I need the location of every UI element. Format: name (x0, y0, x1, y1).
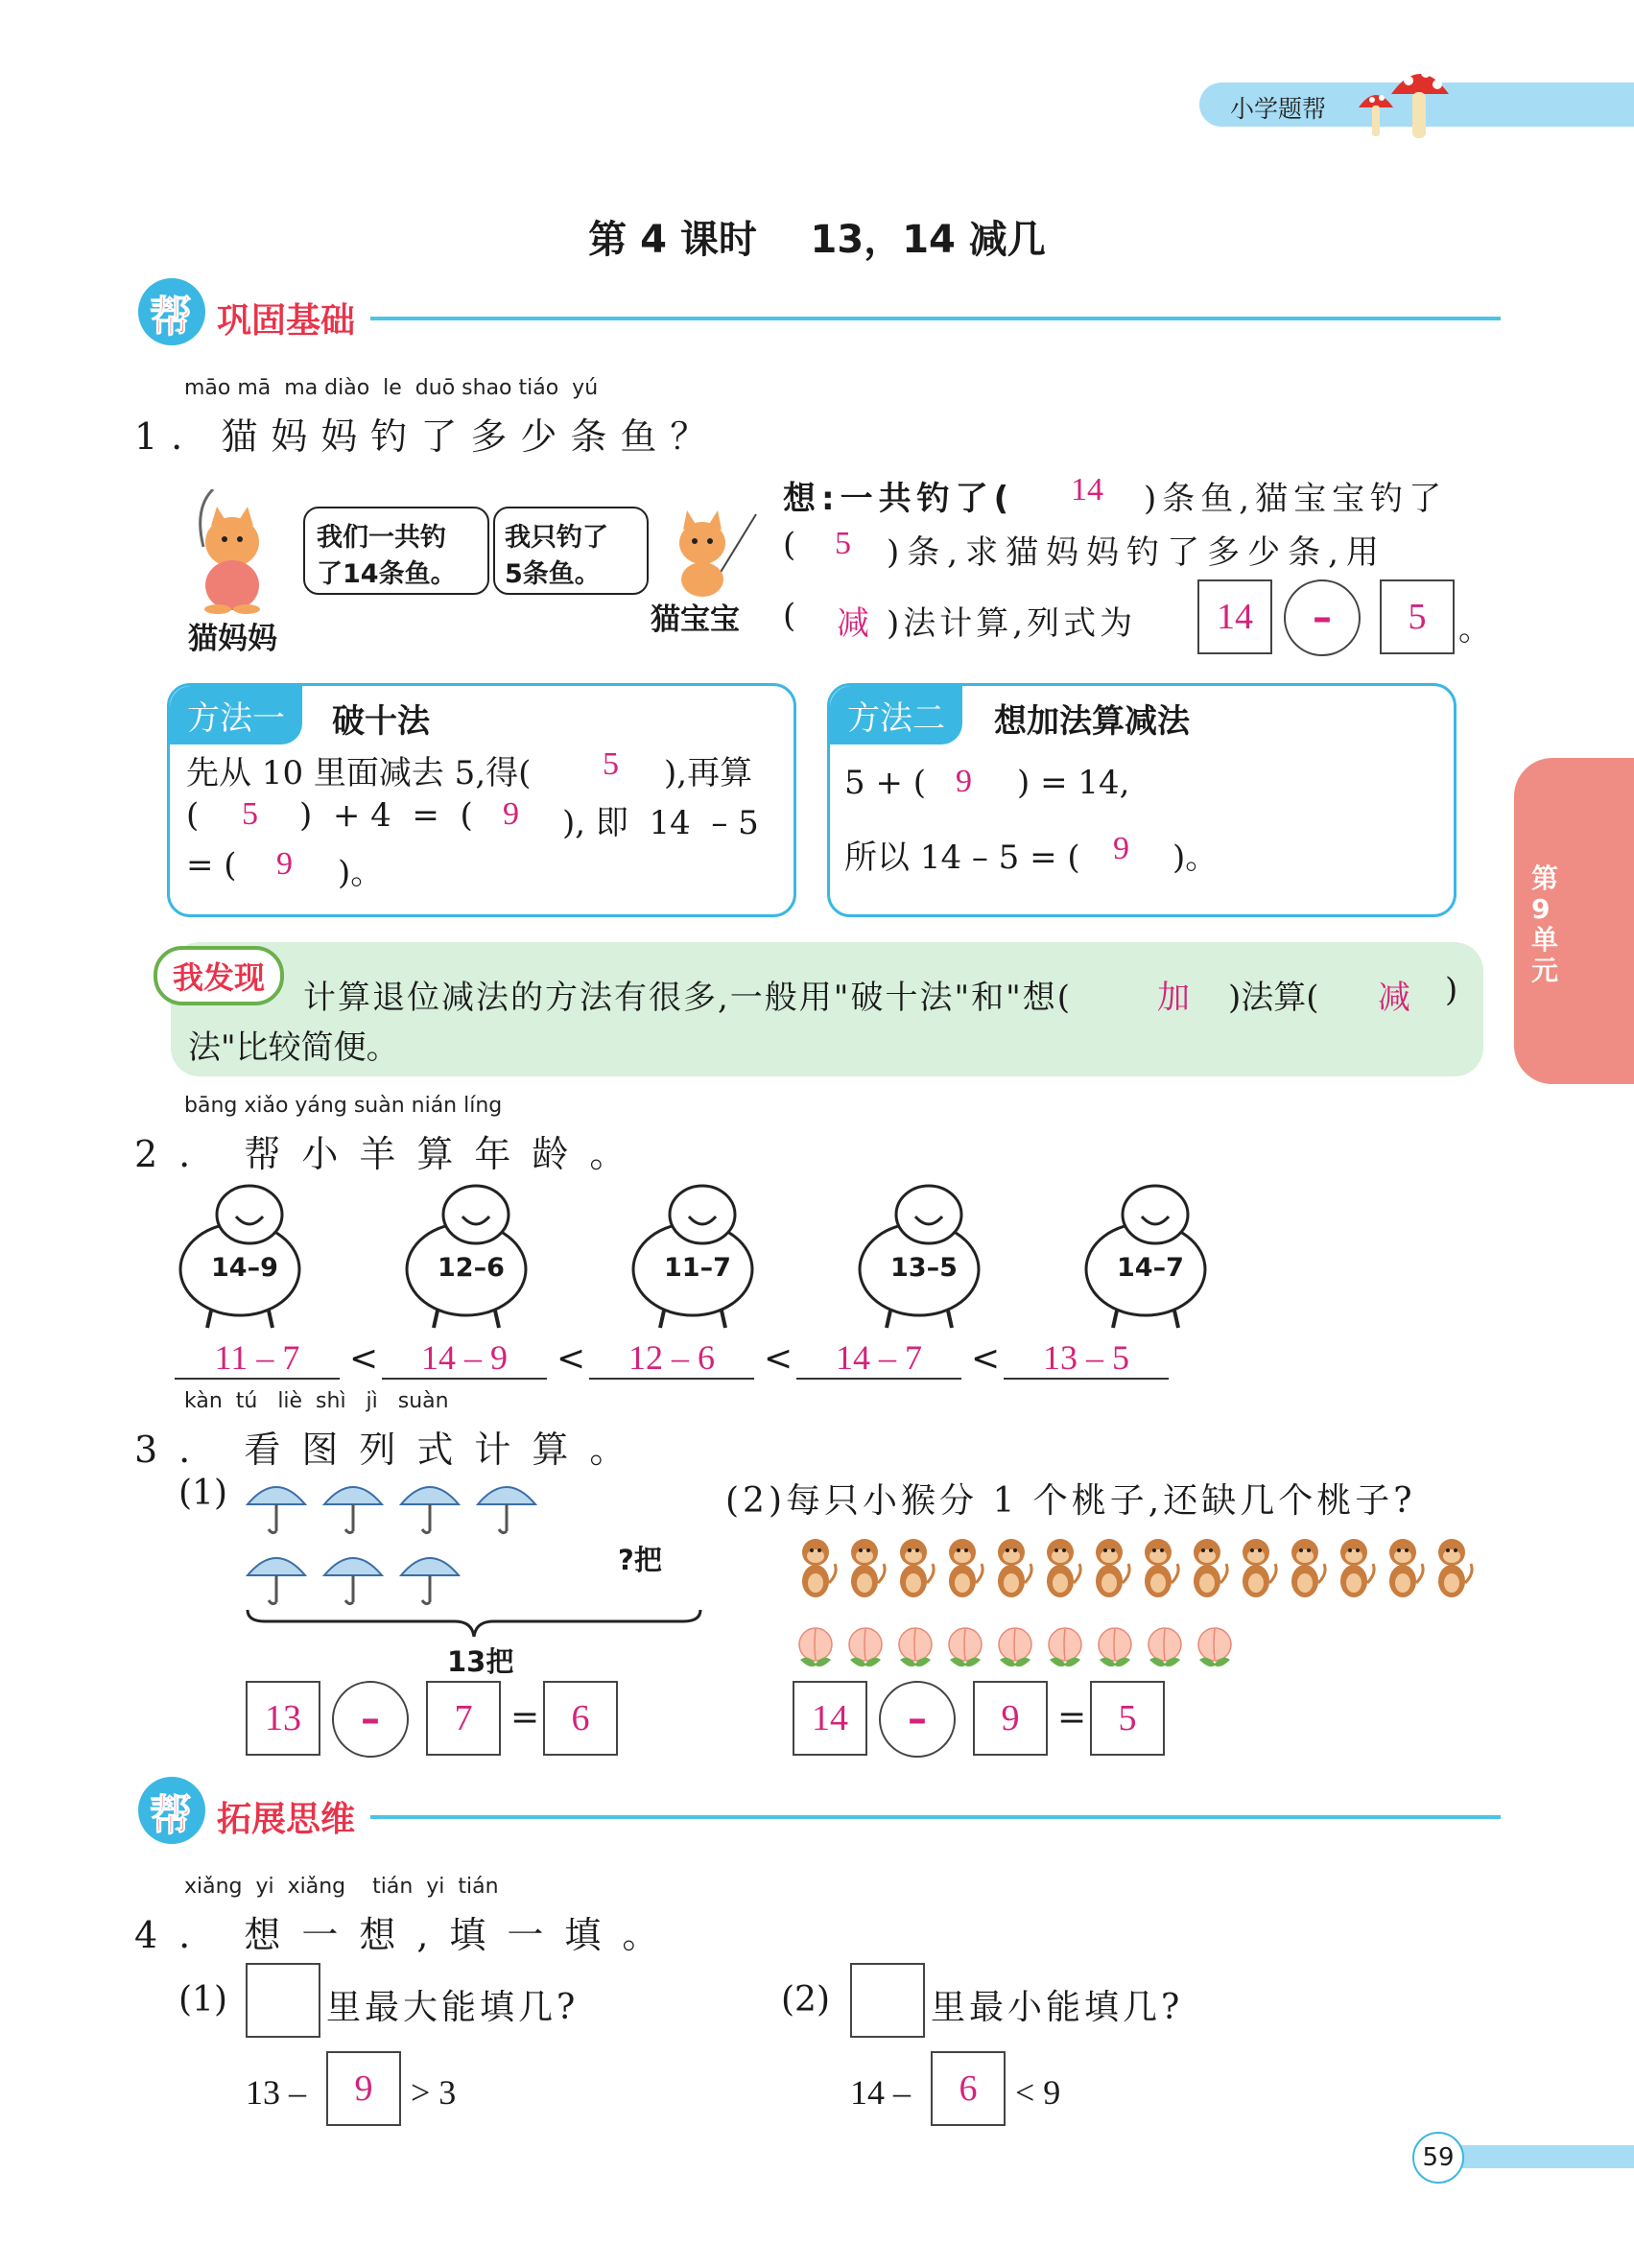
q3p2-equals: = (1057, 1698, 1087, 1737)
monkey-icon (1086, 1535, 1132, 1602)
peach-icon (1142, 1621, 1188, 1671)
q2-less-than: < (971, 1339, 1001, 1379)
umbrella-group (246, 1476, 543, 1610)
q3p1-box-2[interactable]: 7 (426, 1681, 501, 1756)
q3p1-box-1[interactable]: 13 (246, 1681, 320, 1756)
q4-part1-text: 里最大能填几? (326, 1988, 580, 2027)
q4-pinyin: xiǎng yi xiǎng tián yi tián (184, 1875, 499, 1899)
umbrella-icon (246, 1476, 307, 1537)
page-number: 59 (1412, 2132, 1464, 2184)
method2-answer-2: 9 (1113, 831, 1129, 866)
q2-answer-blank[interactable]: 13 – 5 (1004, 1337, 1169, 1380)
method1-line1b: ),再算 (664, 754, 753, 792)
header-brand: 小学题帮 (1230, 95, 1327, 123)
q4-part2-text: 里最小能填几? (931, 1988, 1184, 2027)
method1-line3a: = ( (186, 846, 237, 885)
q4-part2-expr-a: 14 – (850, 2073, 911, 2112)
think-answer-2: 5 (835, 526, 851, 561)
q3p2-box-3[interactable]: 5 (1090, 1681, 1165, 1756)
section-title-basics: 巩固基础 (217, 301, 356, 341)
sheep-label: 11–7 (664, 1253, 731, 1283)
section-header-basics (138, 272, 1501, 349)
q2-pinyin: bāng xiǎo yáng suàn nián líng (184, 1094, 503, 1118)
method1-answer-4: 9 (276, 846, 293, 882)
method1-answer-1: 5 (603, 746, 619, 782)
sheep (1078, 1178, 1213, 1332)
q4-part2-label: (2) (781, 1980, 830, 2020)
monkey-icon (1135, 1535, 1181, 1602)
think-answer-1: 14 (1071, 472, 1103, 508)
q2-answer-blank[interactable]: 11 – 7 (175, 1337, 340, 1380)
method2-line1a: 5 + ( (844, 764, 926, 802)
q3-total-label: 13把 (447, 1645, 514, 1678)
q3p2-box-2[interactable]: 9 (973, 1681, 1048, 1756)
umbrella-icon (476, 1476, 537, 1537)
peach-icon (1042, 1621, 1088, 1671)
monkey-icon (939, 1535, 985, 1602)
monkey-icon (1331, 1535, 1377, 1602)
think-text-4: )条,求猫妈妈钓了多少条,用 (887, 533, 1386, 572)
peach-icon (1192, 1621, 1238, 1671)
discover-answer-2: 减 (1378, 980, 1410, 1016)
cat-mom-label: 猫妈妈 (188, 622, 277, 656)
umbrella-icon (322, 1476, 384, 1537)
q3-part1-label: (1) (178, 1474, 227, 1513)
method1-line2a: ( (186, 796, 200, 835)
q4-part2-expr-b: < 9 (1015, 2073, 1061, 2112)
peach-icon (992, 1621, 1038, 1671)
peach-icon (942, 1621, 988, 1671)
method1-line2b: ) + 4 = ( (299, 796, 473, 835)
cat-baby-label: 猫宝宝 (651, 602, 740, 637)
mushroom-icon (1351, 56, 1466, 148)
discover-text-3: ) (1445, 971, 1458, 1009)
bubble-baby-line2: 5条鱼。 (505, 559, 601, 589)
monkey-row (793, 1535, 1483, 1604)
monkey-icon (793, 1535, 839, 1602)
brace-icon (246, 1608, 702, 1642)
monkey-icon (1233, 1535, 1279, 1602)
q4-part1-empty-box (246, 1963, 320, 2038)
monkey-icon (1184, 1535, 1230, 1602)
sheep-label: 14–7 (1117, 1253, 1184, 1283)
peach-row (793, 1621, 1253, 1673)
method1-line3b: )。 (338, 854, 384, 892)
monkey-icon (1037, 1535, 1083, 1602)
page-title: 第 4 课时 13，14 减几 (588, 218, 1046, 262)
q1-answer-box-2[interactable]: 5 (1380, 579, 1455, 654)
q3p2-box-1[interactable]: 14 (793, 1681, 867, 1756)
monkey-icon (1380, 1535, 1426, 1602)
sheep (626, 1178, 760, 1332)
q2-answer-blank[interactable]: 14 – 7 (796, 1337, 961, 1380)
speech-bubble-baby (493, 507, 649, 595)
method2-line1b: ) = 14, (1017, 764, 1130, 802)
peach-icon (1092, 1621, 1138, 1671)
umbrella-icon (322, 1547, 384, 1608)
q2-answer-blank[interactable]: 12 – 6 (589, 1337, 754, 1380)
sheep (852, 1178, 986, 1332)
q2-less-than: < (557, 1339, 586, 1379)
think-answer-3: 减 (837, 606, 869, 642)
q1-period: 。 (1458, 610, 1491, 649)
q1-operator-circle[interactable]: – (1284, 579, 1361, 656)
method2-tag: 方法二 (830, 686, 962, 744)
section-header-extend (138, 1771, 1501, 1848)
bubble-mom-line1: 我们一共钓 (317, 523, 446, 553)
q1-title: 1. 猫妈妈钓了多少条鱼？ (134, 415, 721, 458)
peach-icon (793, 1621, 839, 1671)
monkey-icon (988, 1535, 1034, 1602)
q4-part2-empty-box (850, 1963, 925, 2038)
q4-part1-answer-box[interactable]: 9 (326, 2051, 401, 2126)
sheep-row (173, 1178, 1228, 1332)
bang-char: 帮 (150, 1791, 192, 1840)
section-title-extend: 拓展思维 (217, 1800, 356, 1839)
q3p1-operator-circle[interactable]: – (332, 1681, 409, 1758)
discover-answer-1: 加 (1157, 980, 1190, 1016)
think-text-2: )条鱼,猫宝宝钓了 (1144, 480, 1448, 518)
method2-line2b: )。 (1172, 839, 1219, 877)
bang-char: 帮 (150, 293, 192, 342)
q3p2-operator-circle[interactable]: – (879, 1681, 956, 1758)
q3p1-equals: = (510, 1698, 540, 1737)
monkey-icon (1429, 1535, 1475, 1602)
monkey-icon (890, 1535, 936, 1602)
q3-unknown-label: ?把 (618, 1544, 662, 1576)
discover-text-2: )法算( (1228, 979, 1319, 1017)
method1-line2c: ), 即 14 – 5 (562, 804, 759, 842)
q2-less-than: < (764, 1339, 793, 1379)
method1-tag: 方法一 (170, 686, 302, 744)
q2-less-than: < (349, 1339, 379, 1379)
speech-bubble-mom (303, 507, 489, 595)
unit-side-tab-text: 第9单元 (1531, 862, 1559, 986)
sheep-label: 13–5 (890, 1253, 958, 1283)
q4-part1-expr-a: 13 – (246, 2073, 306, 2112)
q4-part1-expr-b: > 3 (411, 2073, 457, 2112)
umbrella-icon (399, 1476, 461, 1537)
method2-line2a: 所以 14 – 5 = ( (844, 839, 1080, 877)
q4-part2-answer-box[interactable]: 6 (931, 2051, 1006, 2126)
think-text-1: 想:一共钓了( (783, 480, 1015, 518)
discover-text-1: 计算退位减法的方法有很多,一般用"破十法"和"想( (303, 979, 1072, 1017)
q1-answer-box-1[interactable]: 14 (1197, 579, 1272, 654)
footer-bar (1443, 2145, 1634, 2168)
sheep (399, 1178, 533, 1332)
method1-answer-3: 9 (503, 796, 519, 832)
method1-line1a: 先从 10 里面减去 5,得( (186, 754, 532, 792)
think-text-3: ( (783, 526, 796, 564)
umbrella-icon (246, 1547, 307, 1608)
sheep (173, 1178, 307, 1332)
sheep-label: 14–9 (211, 1253, 278, 1283)
q2-title: 2. 帮小羊算年龄。 (134, 1133, 648, 1175)
discover-text-4: 法"比较简便。 (188, 1028, 399, 1067)
method2-title: 想加法算减法 (994, 702, 1190, 741)
monkey-icon (841, 1535, 888, 1602)
monkey-icon (1282, 1535, 1328, 1602)
method1-answer-2: 5 (242, 796, 258, 832)
method1-title: 破十法 (332, 702, 430, 741)
bubble-baby-line1: 我只钓了 (505, 523, 608, 553)
q4-part1-label: (1) (178, 1980, 227, 2020)
q1-pinyin: māo mā ma diào le duō shao tiáo yú (184, 376, 599, 400)
q2-answer-blank[interactable]: 14 – 9 (382, 1337, 547, 1380)
cat-mom-icon (184, 489, 280, 614)
think-text-6: )法计算,列式为 (887, 604, 1137, 643)
q3p1-box-3[interactable]: 6 (543, 1681, 618, 1756)
think-text-5: ( (783, 597, 796, 635)
q4-title: 4. 想一想,填一填。 (134, 1914, 680, 1956)
sheep-label: 12–6 (438, 1253, 505, 1283)
bubble-mom-line2: 了14条鱼。 (317, 559, 457, 589)
peach-icon (892, 1621, 938, 1671)
method2-answer-1: 9 (956, 764, 972, 799)
section-divider (370, 317, 1501, 320)
q3-part2-label: (2)每只小猴分 1 个桃子,还缺几个桃子? (725, 1481, 1416, 1521)
discover-tag: 我发现 (154, 946, 284, 1005)
umbrella-icon (399, 1547, 461, 1608)
q3-title: 3. 看图列式计算。 (134, 1429, 648, 1471)
q3-pinyin: kàn tú liè shì jì suàn (184, 1389, 449, 1413)
peach-icon (842, 1621, 888, 1671)
cat-baby-icon (662, 507, 758, 599)
section-divider (370, 1815, 1501, 1819)
